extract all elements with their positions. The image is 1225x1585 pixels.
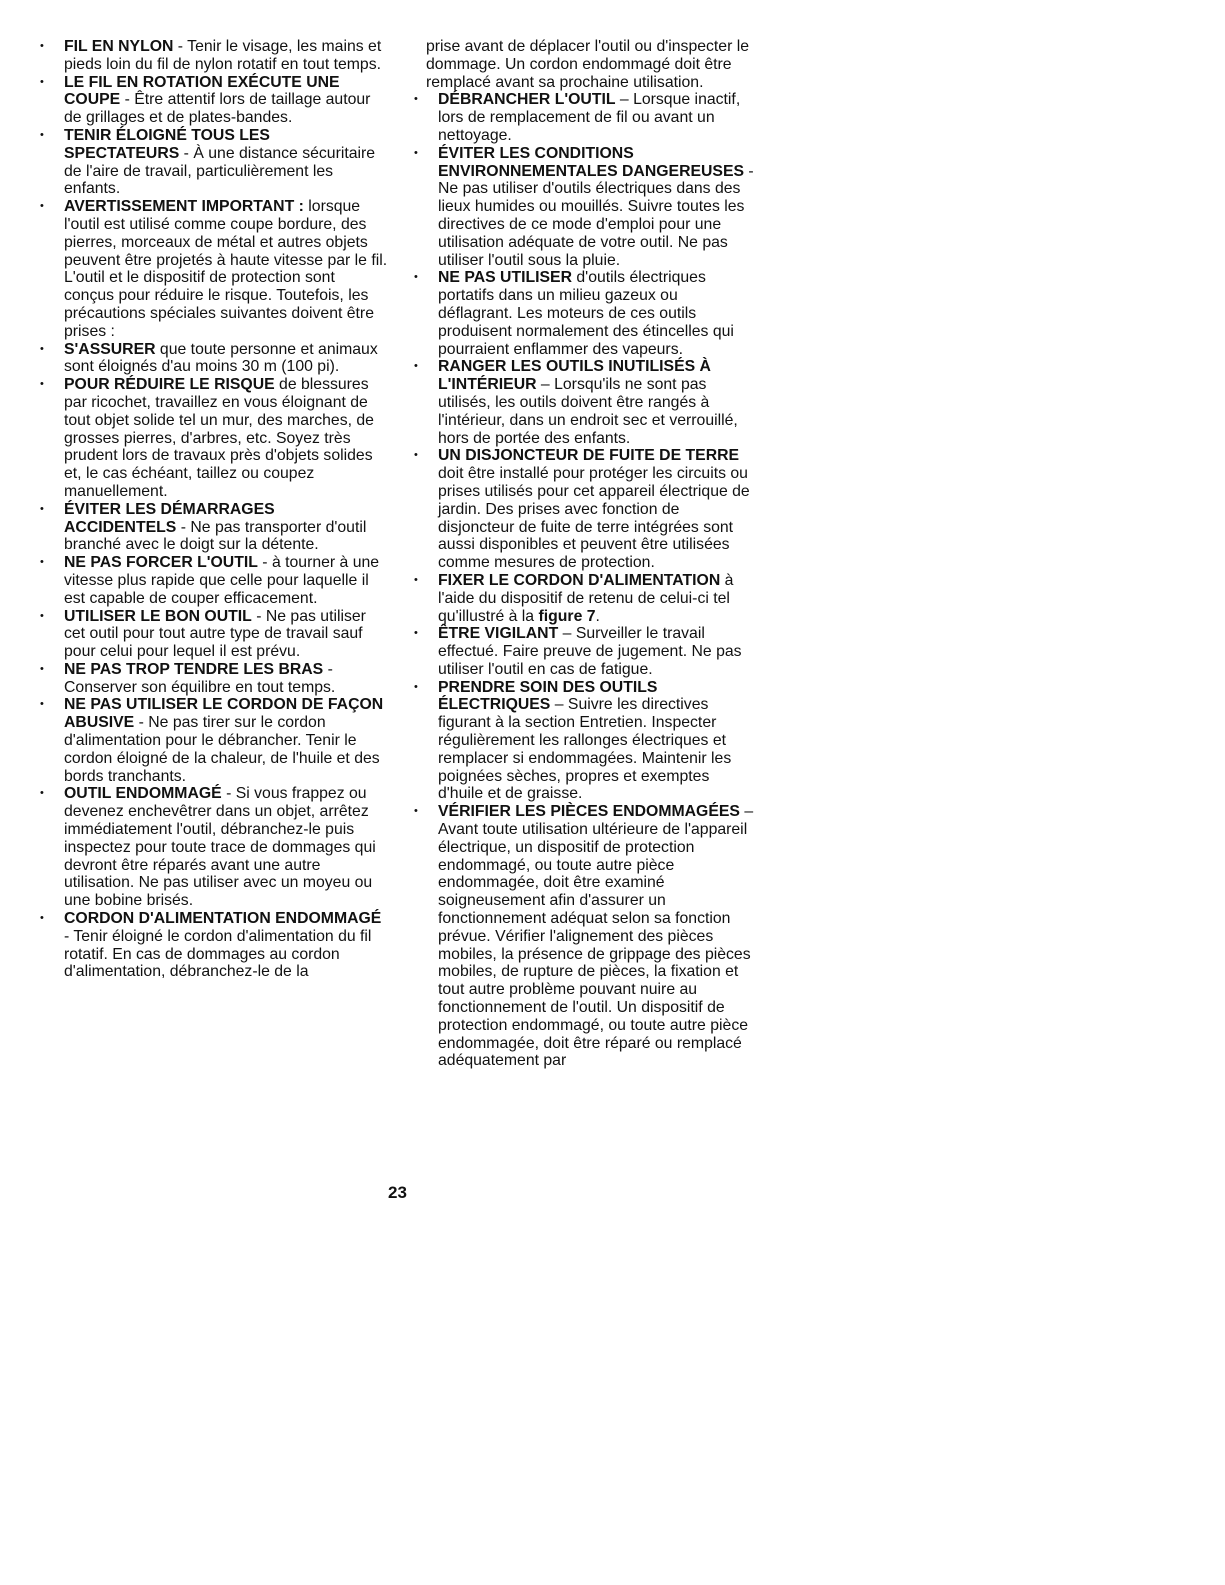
safety-item-heading: ÊTRE VIGILANT [438,625,559,643]
safety-item-heading: NE PAS FORCER L'OUTIL [64,554,258,572]
safety-item-text: - Conserver son équilibre en tout temps. [64,660,336,696]
safety-item-heading: POUR RÉDUIRE LE RISQUE [64,376,275,394]
right-column [414,38,754,1070]
safety-item-debrancher-l-outil [414,91,754,144]
safety-item-heading: UTILISER LE BON OUTIL [64,607,252,625]
safety-item-text: de blessures par ricochet, travaillez en vous éloignant de tout objet solide tel un mur, des marches, de grosses pierres, d'arbres, etc. Soyez très prudent lors de travaux près d'objets solides et, le cas échéant, taillez ou coupez manuellement. [64,376,374,500]
safety-item-heading: ÉVITER LES DÉMARRAGES ACCIDENTELS [64,500,275,536]
safety-item-text: prise avant de déplacer l'outil ou d'inspecter le dommage. Un cordon endommagé doit être remplacé avant sa prochaine utilisation. [426,38,750,91]
safety-item-text: – Lorsqu'ils ne sont pas utilisés, les outils doivent être rangés à l'intérieur, dans un endroit sec et verrouillé, hors de portée des enfants. [438,376,738,447]
safety-item-heading: FIL EN NYLON [64,38,174,55]
safety-item-avertissement-important [40,198,388,340]
safety-item-text: - Si vous frappez ou devenez enchevêtrer dans un objet, arrêtez immédiatement l'outil, débranchez-le puis inspectez pour toute trace de dommages qui devront être réparés avant une autre utilisation. Ne pas utiliser avec un moyeu ou une bobine brisés. [64,785,376,910]
safety-item-prendre-soin-des-outils-electriques [414,679,754,804]
safety-item-text: – Avant toute utilisation ultérieure de l'appareil électrique, un dispositif de protection endommagé, ou toute autre pièce endommagée, doit être examiné soigneusement afin d'assurer un fonctionnement adéquat selon sa fonction prévue. Vérifier l'alignement des pièces mobiles, la présence de grippage des pièces mobiles, de rupture de pièces, la fixation et tout autre problème pouvant nuire au fonctionnement de l'outil. Un dispositif de protection endommagé, ou toute autre pièce endommagée, doit être réparé ou remplacé adéquatement par [438,803,754,1070]
safety-item-ne-pas-forcer-l-outil [40,554,388,607]
safety-item-continuation [414,38,754,91]
safety-item-utiliser-le-bon-outil [40,608,388,661]
figure-reference: figure 7 [538,607,596,625]
safety-item-heading: RANGER LES OUTILS INUTILISÉS À L'INTÉRIEUR [438,358,711,394]
safety-item-eviter-les-demarrages-accidentels [40,501,388,554]
safety-item-text: à l'aide du dispositif de retenu de celui-ci tel qu'illustré à la [438,571,734,625]
safety-item-heading: S'ASSURER [64,340,156,358]
safety-item-s-assurer [40,341,388,377]
safety-item-ne-pas-trop-tendre-les-bras [40,661,388,697]
safety-item-heading: PRENDRE SOIN DES OUTILS ÉLECTRIQUES [438,678,658,714]
left-column [40,38,388,981]
safety-item-text: - Tenir le visage, les mains et pieds loin du fil de nylon rotatif en tout temps. [64,38,382,73]
safety-item-pour-reduire-le-risque [40,376,388,501]
safety-item-heading: FIXER LE CORDON D'ALIMENTATION [438,571,721,589]
safety-item-text-tail: . [595,607,600,625]
safety-item-ranger-les-outils-inutilises-a-l-interie [414,358,754,447]
safety-item-text: - À une distance sécuritaire de l'aire de travail, particulièrement les enfants. [64,144,376,198]
safety-item-eviter-les-conditions-environnementales- [414,145,754,270]
safety-item-text: - Ne pas utiliser cet outil pour tout autre type de travail sauf pour celui pour lequel il est prévu. [64,607,366,661]
safety-item-text: lorsque l'outil est utilisé comme coupe bordure, des pierres, morceaux de métal et autres objets peuvent être projetés à haute vitesse par le fil. L'outil et le dispositif de protection sont conçus pour réduire le risque. Toutefois, les précautions spéciales suivantes doivent être prises : [64,198,388,340]
safety-item-text: d'outils électriques portatifs dans un milieu gazeux ou déflagrant. Les moteurs de ces outils produisent normalement des étincelles qui pourraient enflammer des vapeurs. [438,269,734,358]
safety-item-heading: VÉRIFIER LES PIÈCES ENDOMMAGÉES [438,803,740,821]
safety-item-heading: NE PAS UTILISER LE CORDON DE FAÇON ABUSIVE [64,696,384,732]
safety-item-un-disjoncteur-de-fuite-de-terre [414,447,754,572]
safety-item-heading: ÉVITER LES CONDITIONS ENVIRONNEMENTALES DANGEREUSES [438,144,745,180]
safety-item-text: que toute personne et animaux sont éloignés d'au moins 30 m (100 pi). [64,340,378,376]
safety-item-le-fil-en-rotation-execute-une-coupe [40,74,388,127]
safety-item-heading: LE FIL EN ROTATION EXÉCUTE UNE COUPE [64,73,340,109]
safety-item-text: - Ne pas utiliser d'outils électriques dans des lieux humides ou mouillés. Suivre toutes les directives de ce mode d'emploi pour une utilisation adéquate de votre outil. Ne pas utiliser l'outil sous la pluie. [438,162,754,269]
safety-item-cordon-d-alimentation-endommage [40,910,388,981]
page-number: 23 [388,1183,407,1202]
safety-item-text: - Ne pas transporter d'outil branché avec le doigt sur la détente. [64,518,367,554]
safety-item-heading: TENIR ÉLOIGNÉ TOUS LES SPECTATEURS [64,126,270,162]
safety-item-heading: NE PAS UTILISER [438,269,572,287]
safety-item-fil-en-nylon [40,38,388,74]
safety-item-text: - à tourner à une vitesse plus rapide que celle pour laquelle il est capable de couper efficacement. [64,554,380,607]
safety-item-outil-endommage [40,785,388,910]
safety-item-heading: DÉBRANCHER L'OUTIL [438,91,616,109]
safety-item-text: - Être attentif lors de taillage autour de grillages et de plates-bandes. [64,91,371,127]
safety-item-ne-pas-utiliser-le-cordon-de-facon-abusi [40,696,388,785]
safety-item-verifier-les-pieces-endommagees [414,803,754,1070]
safety-item-etre-vigilant [414,625,754,678]
safety-item-heading: OUTIL ENDOMMAGÉ [64,785,222,803]
safety-item-ne-pas-utiliser [414,269,754,358]
safety-item-text: – Lorsque inactif, lors de remplacement de fil ou avant un nettoyage. [438,91,741,144]
safety-item-heading: CORDON D'ALIMENTATION ENDOMMAGÉ [64,910,382,928]
safety-item-text: doit être installé pour protéger les circuits ou prises utilisés pour cet appareil électrique de jardin. Des prises avec fonction de disjoncteur de fuite de terre intégrées sont aussi disponibles et peuvent être utilisées comme mesures de protection. [438,465,750,572]
safety-item-heading: NE PAS TROP TENDRE LES BRAS [64,660,324,678]
safety-item-fixer-le-cordon-d-alimentation [414,572,754,625]
safety-item-text: - Tenir éloigné le cordon d'alimentation du fil rotatif. En cas de dommages au cordon d'alimentation, débranchez-le de la [64,927,372,981]
safety-item-text: – Surveiller le travail effectué. Faire preuve de jugement. Ne pas utiliser l'outil en cas de fatigue. [438,625,742,678]
safety-item-text: - Ne pas tirer sur le cordon d'alimentation pour le débrancher. Tenir le cordon éloigné de la chaleur, de l'huile et des bords tranchants. [64,714,380,785]
safety-item-text: – Suivre les directives figurant à la section Entretien. Inspecter régulièrement les rallonges électriques et remplacer si endommagées. Maintenir les poignées sèches, propres et exemptes d'huile et de graisse. [438,696,732,803]
safety-item-heading: AVERTISSEMENT IMPORTANT : [64,198,304,216]
safety-item-tenir-eloigne-tous-les-spectateurs [40,127,388,198]
safety-item-heading: UN DISJONCTEUR DE FUITE DE TERRE [438,447,740,465]
